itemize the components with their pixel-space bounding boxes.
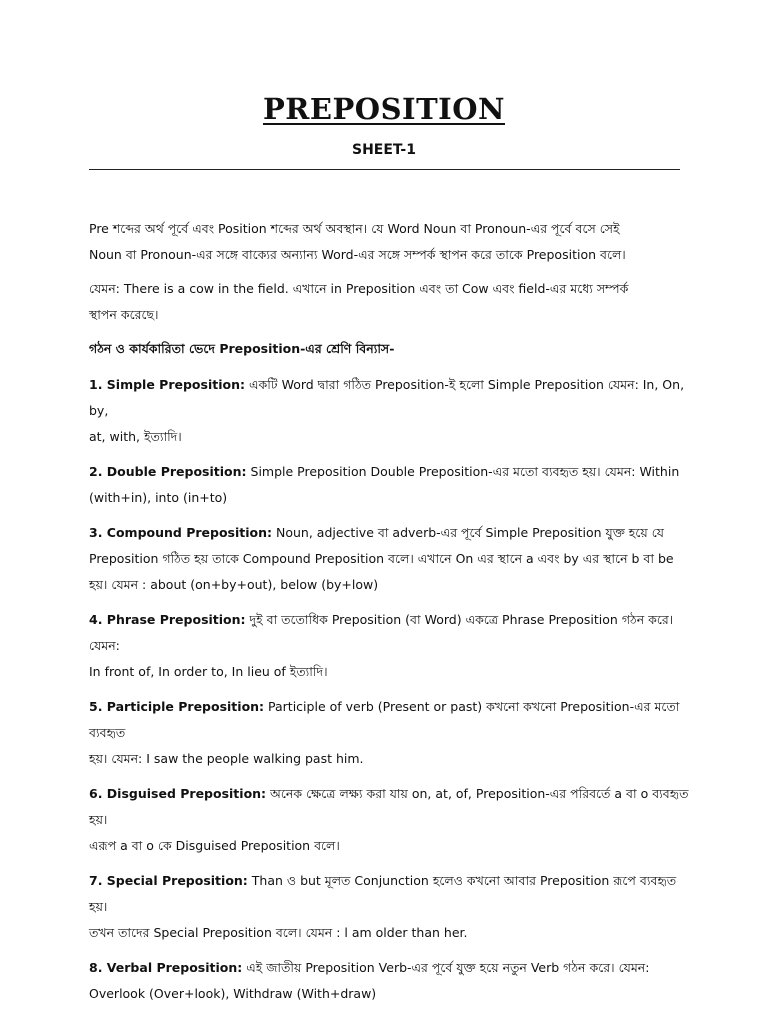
item-line-1 <box>89 868 689 920</box>
item-label: 3. Compound Preposition: <box>89 525 273 540</box>
item-label: 4. Phrase Preposition: <box>89 612 246 627</box>
item-label: 2. Double Preposition: <box>89 464 247 479</box>
list-item-participle-preposition <box>89 694 689 772</box>
item-line-1 <box>89 459 689 485</box>
list-item-special-preposition <box>89 868 689 946</box>
item-label: 6. Disguised Preposition: <box>89 786 267 801</box>
item-label: 8. Verbal Preposition: <box>89 960 243 975</box>
intro-paragraph-2 <box>89 276 689 328</box>
list-item-simple-preposition <box>89 372 689 450</box>
item-text: দুই বা ততোধিক Preposition (বা Word) একত্রে Phrase Preposition গঠন করে। যেমন: <box>89 612 674 653</box>
page-title-text: PREPOSITION <box>262 92 505 126</box>
list-item-phrase-preposition <box>89 607 689 685</box>
item-label: 5. Participle Preposition: <box>89 699 265 714</box>
item-line-2: In front of, In order to, In lieu of ইত্যাদি। <box>89 664 328 679</box>
item-text: এই জাতীয় Preposition Verb-এর পূর্বে যুক্ত হয়ে নতুন Verb গঠন করে। যেমন: <box>242 960 650 975</box>
title-divider <box>89 169 680 170</box>
item-text: Simple Preposition Double Preposition-এর মতো ব্যবহৃত হয়। যেমন: Within <box>246 464 680 479</box>
item-text: Participle of verb (Present or past) কখনো কখনো Preposition-এর মতো ব্যবহৃত <box>89 699 680 740</box>
item-line-1 <box>89 372 689 424</box>
intro-p2-line-2: স্থাপন করেছে। <box>89 307 159 322</box>
list-item-compound-preposition <box>89 520 689 598</box>
item-line-2: at, with, ইত্যাদি। <box>89 429 182 444</box>
item-line-2: এরূপ a বা o কে Disguised Preposition বলে। <box>89 838 340 853</box>
item-line-1 <box>89 520 689 546</box>
item-text: Than ও but মূলত Conjunction হলেও কখনো আবার Preposition রূপে ব্যবহৃত হয়। <box>89 873 677 914</box>
item-line-3: হয়। যেমন : about (on+by+out), below (by+low) <box>89 577 379 592</box>
intro-p1-line-1: Pre শব্দের অর্থ পূর্বে এবং Position শব্দের অর্থ অবস্থান। যে Word Noun বা Pronoun-এর পূর্বে বসে সেই <box>89 221 620 236</box>
section-heading: গঠন ও কার্যকারিতা ভেদে Preposition-এর শ্রেণি বিন্যাস- <box>89 341 395 356</box>
item-line-2: হয়। যেমন: I saw the people walking past him. <box>89 751 364 766</box>
item-line-2: Overlook (Over+look), Withdraw (With+draw) <box>89 986 377 1001</box>
item-line-1 <box>89 607 689 659</box>
item-text: Noun, adjective বা adverb-এর পূর্বে Simple Preposition যুক্ত হয়ে যে <box>272 525 665 540</box>
item-line-2: (with+in), into (in+to) <box>89 490 228 505</box>
item-label: 1. Simple Preposition: <box>89 377 245 392</box>
document-body <box>89 216 689 1016</box>
intro-paragraph-1 <box>89 216 689 268</box>
item-text: অনেক ক্ষেত্রে লক্ষ্য করা যায় on, at, of, Preposition-এর পরিবর্তে a বা o ব্যবহৃত হয়। <box>89 786 689 827</box>
item-line-1 <box>89 781 689 833</box>
list-item-double-preposition <box>89 459 689 511</box>
list-item-disguised-preposition <box>89 781 689 859</box>
sheet-subtitle: SHEET-1 <box>352 142 416 158</box>
list-item-verbal-preposition <box>89 955 689 1007</box>
item-label: 7. Special Preposition: <box>89 873 248 888</box>
page-title <box>0 92 768 126</box>
item-line-1 <box>89 694 689 746</box>
item-text: একটি Word দ্বারা গঠিত Preposition-ই হলো Simple Preposition যেমন: In, On, by, <box>89 377 685 418</box>
intro-p2-line-1: যেমন: There is a cow in the field. এখানে in Preposition এবং তা Cow এবং field-এর মধ্যে সম্পর্ক <box>89 281 629 296</box>
item-line-1 <box>89 955 689 981</box>
item-line-2: তখন তাদের Special Preposition বলে। যেমন : l am older than her. <box>89 925 468 940</box>
item-line-2: Preposition গঠিত হয় তাকে Compound Preposition বলে। এখানে On এর স্থানে a এবং by এর স্থানে b বা be <box>89 551 674 566</box>
intro-p1-line-2: Noun বা Pronoun-এর সঙ্গে বাক্যের অন্যান্য Word-এর সঙ্গে সম্পর্ক স্থাপন করে তাকে Preposition বলে। <box>89 247 626 262</box>
